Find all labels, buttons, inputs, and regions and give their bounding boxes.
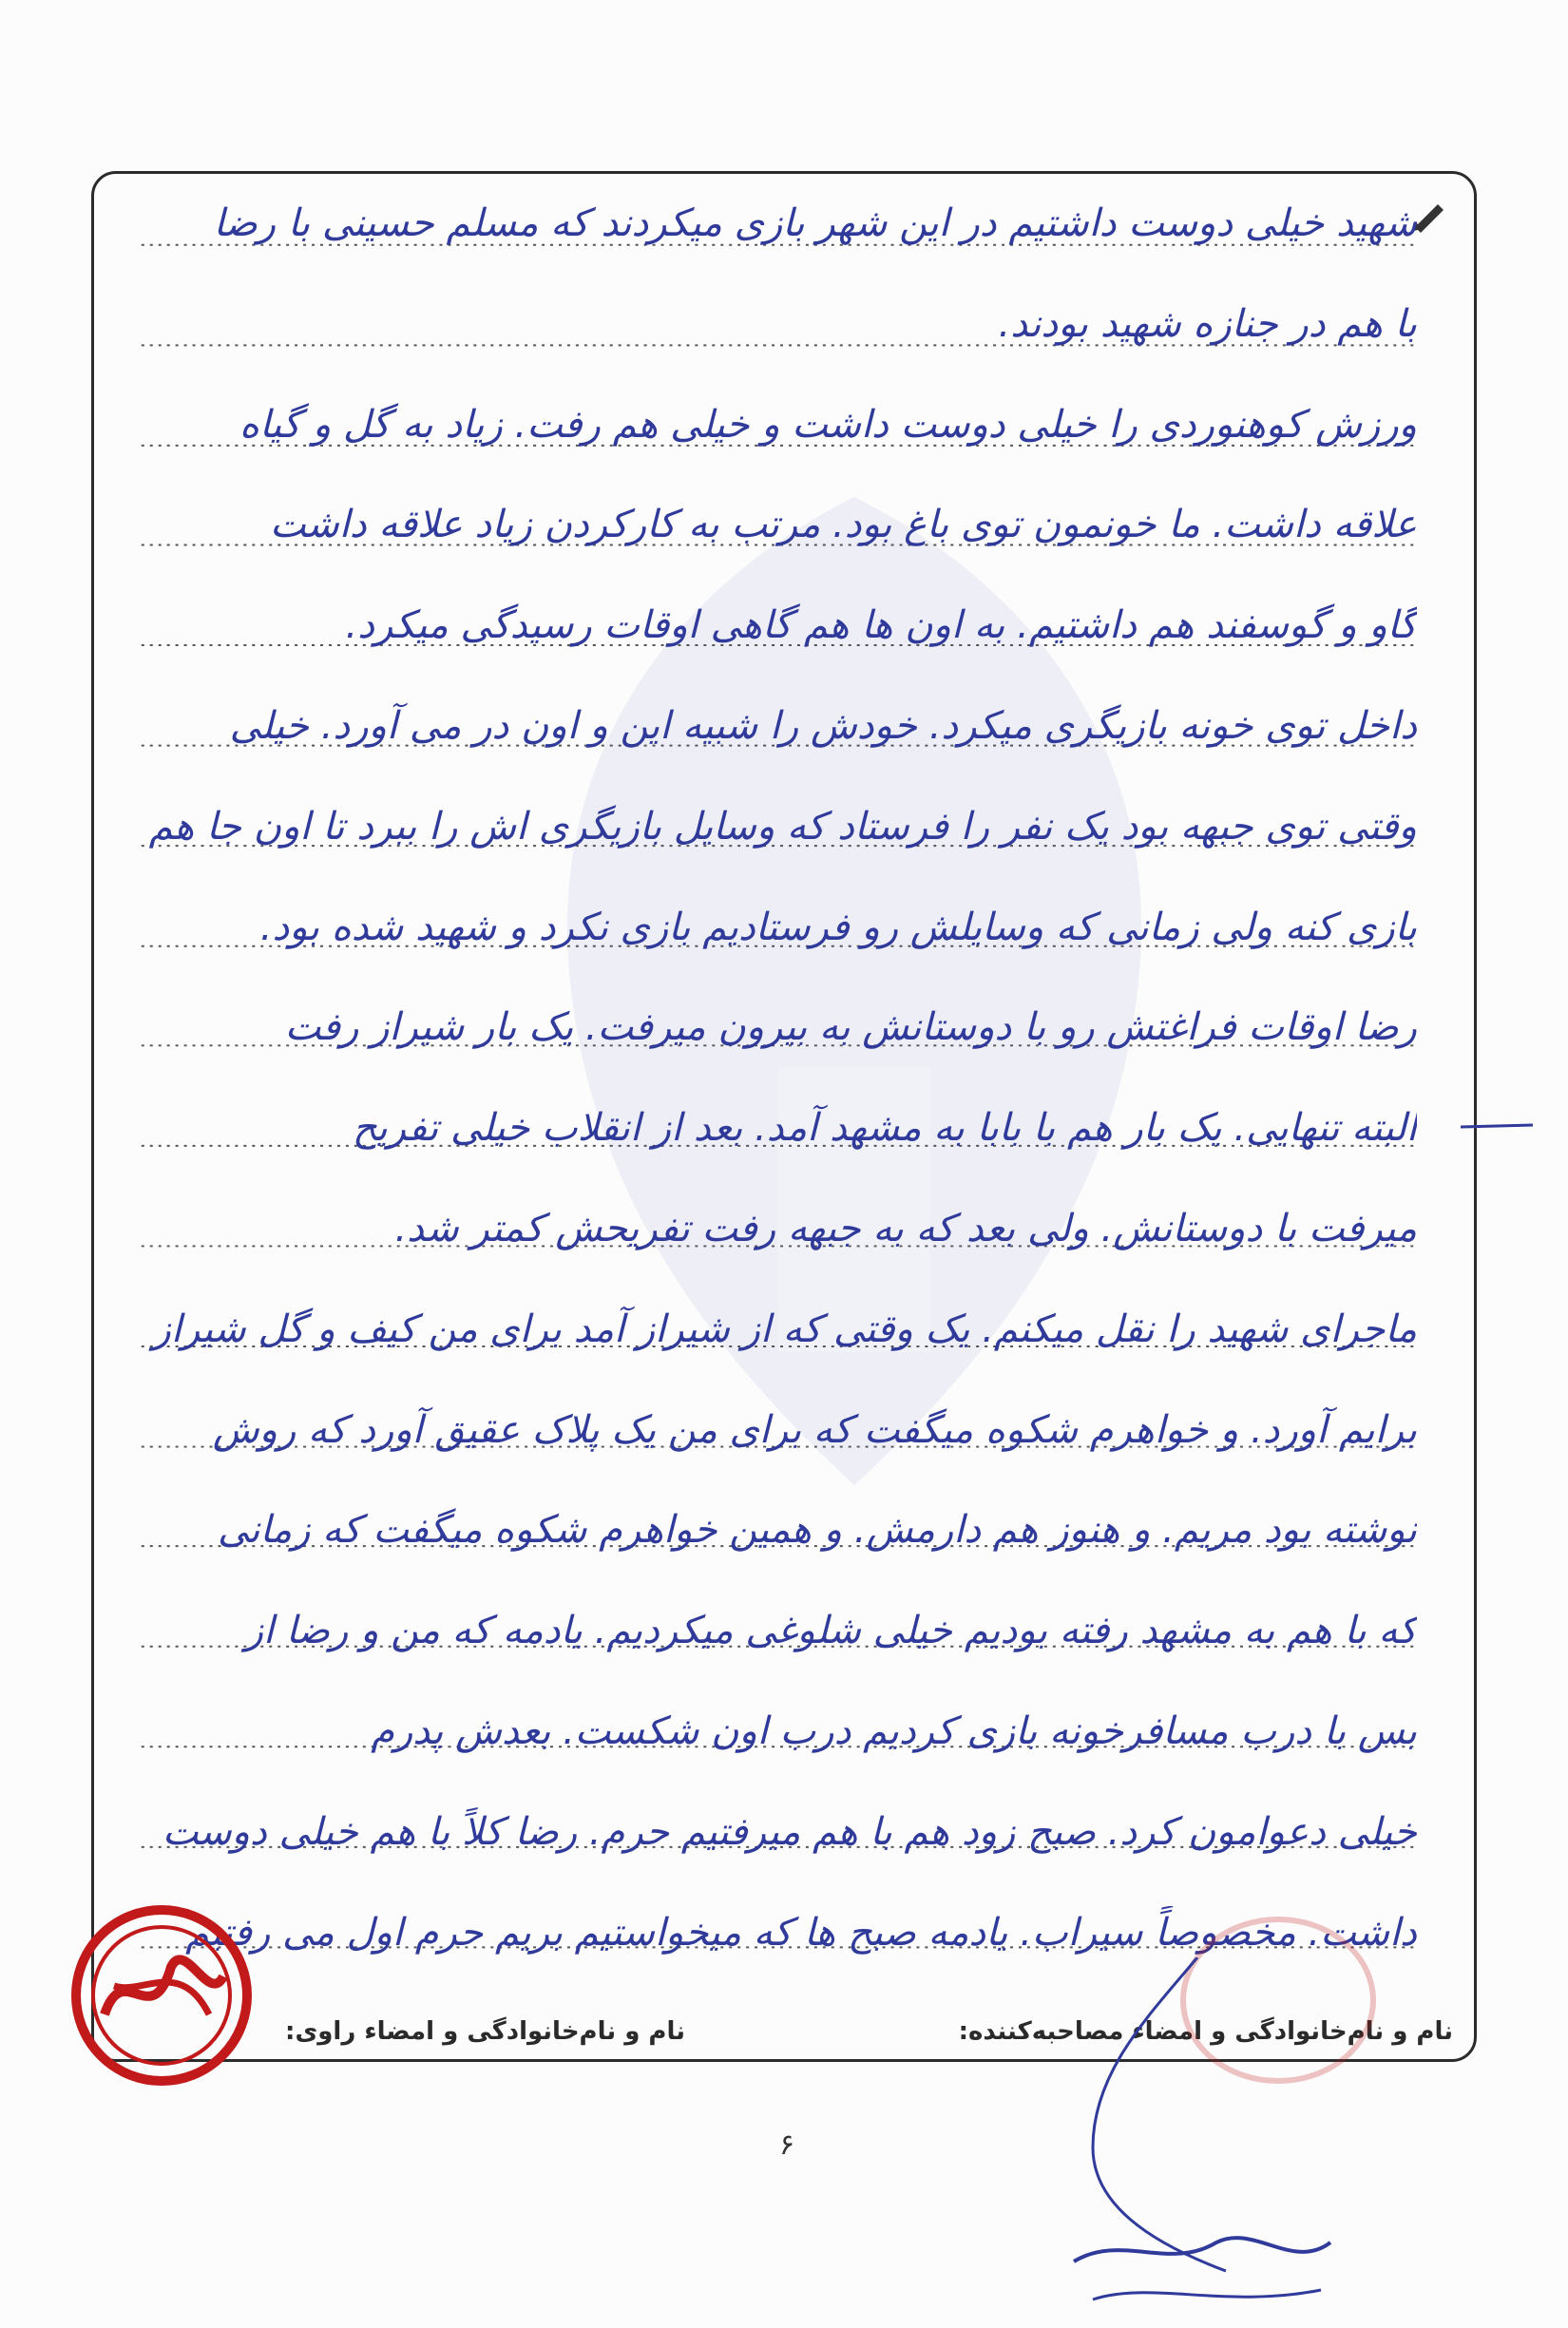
handwritten-line-6: داخل توی خونه بازیگری میکرد. خودش را شبیه این و اون در می آورد. خیلی (229, 704, 1417, 748)
page-frame (91, 171, 1477, 2062)
handwritten-line-15: که با هم به مشهد رفته بودیم خیلی شلوغی میکردیم. یادمه که من و رضا از (244, 1609, 1417, 1652)
handwritten-line-3: ورزش کوهنوردی را خیلی دوست داشت و خیلی هم رفت. زیاد به گل و گیاه (239, 403, 1417, 447)
margin-pen-mark (1459, 1121, 1535, 1133)
handwritten-line-1: شهید خیلی دوست داشتیم در این شهر بازی میکردند که مسلم حسینی با رضا (213, 201, 1417, 245)
handwritten-line-8: بازی کنه ولی زمانی که وسایلش رو فرستادیم بازی نکرد و شهید شده بود. (259, 906, 1417, 949)
handwritten-line-16: بس با درب مسافرخونه بازی کردیم درب اون شکست. بعدش پدرم (371, 1709, 1417, 1753)
handwritten-line-10: البته تنهایی. یک بار هم با بابا به مشهد آمد. بعد از انقلاب خیلی تفریح (352, 1106, 1417, 1150)
handwritten-line-11: میرفت با دوستانش. ولی بعد که به جبهه رفت تفریحش کمتر شد. (394, 1207, 1417, 1250)
handwritten-line-2: با هم در جنازه شهید بودند. (998, 302, 1417, 346)
pen-icon (1411, 199, 1449, 233)
handwritten-line-13: برایم آورد. و خواهرم شکوه میگفت که برای من یک پلاک عقیق آورد که روش (212, 1408, 1417, 1452)
handwritten-line-4: علاقه داشت. ما خونمون توی باغ بود. مرتب به کارکردن زیاد علاقه داشت (269, 503, 1417, 546)
handwritten-line-9: رضا اوقات فراغتش رو با دوستانش به بیرون میرفت. یک بار شیراز رفت (284, 1005, 1417, 1049)
interviewer-label: نام و نام‌خانوادگی و امضاء مصاحبه‌کننده: (958, 2017, 1453, 2046)
handwritten-line-5: گاو و گوسفند هم داشتیم. به اون ها هم گاهی اوقات رسیدگی میکرد. (345, 603, 1417, 647)
page-number: ۶ (779, 2128, 795, 2162)
handwritten-line-17: خیلی دعوامون کرد. صبح زود هم با هم میرفتیم حرم. رضا کلاً با هم خیلی دوست (162, 1810, 1417, 1854)
signature (1036, 1957, 1349, 2328)
handwritten-line-12: ماجرای شهید را نقل میکنم. یک وقتی که از شیراز آمد برای من کیف و گل شیراز (152, 1307, 1417, 1351)
handwritten-line-7: وقتی توی جبهه بود یک نفر را فرستاد که وسایل بازیگری اش را ببرد تا اون جا هم (148, 805, 1417, 849)
handwritten-line-14: نوشته بود مریم. و هنوز هم دارمش. و همین خواهرم شکوه میگفت که زمانی (218, 1508, 1417, 1552)
handwritten-line-18: داشت. مخصوصاً سیراب. یادمه صبح ها که میخواستیم بریم حرم اول می رفتیم (185, 1911, 1417, 1955)
narrator-label: نام و نام‌خانوادگی و امضاء راوی: (285, 2017, 685, 2046)
red-seal-stamp (67, 1900, 257, 2090)
